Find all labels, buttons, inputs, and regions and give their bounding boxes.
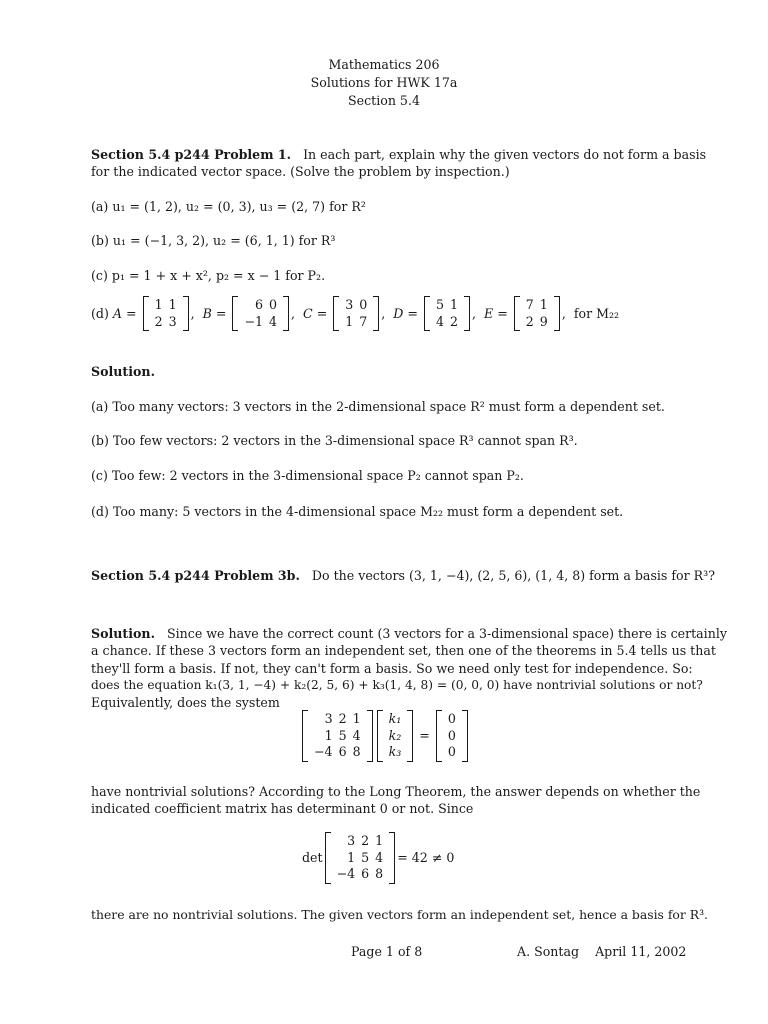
solution-1-b: (b) Too few vectors: 2 vectors in the 3-dimensional space R³ cannot span R³. xyxy=(91,433,578,448)
coefficient-matrix: 3 2 1 1 5 4 −4 6 8 xyxy=(302,710,373,762)
solution-1-d: (d) Too many: 5 vectors in the 4-dimensional space M₂₂ must form a dependent set. xyxy=(91,504,624,519)
solution-3b-line-2: a chance. If these 3 vectors form an independent set, then one of the theorems in 5.4 tells us that xyxy=(91,643,716,659)
problem-1-part-c: (c) p₁ = 1 + x + x², p₂ = x − 1 for P₂. xyxy=(91,268,326,283)
unknowns-vector: k₁ k₂ k₃ xyxy=(377,710,414,762)
problem-1-heading: Section 5.4 p244 Problem 1. xyxy=(91,147,292,162)
matrix-b: 6 0 −1 4 xyxy=(232,296,289,331)
problem-1-part-d: (d) A = 1 1 2 3 , B = 6 0 −1 4 , C = 3 0 1 7 , D = 5 1 4 2 , E = 7 1 2 9 , for M₂₂ xyxy=(91,296,681,331)
solution-3b-line-4: does the equation k₁(3, 1, −4) + k₂(2, 5, 6) + k₃(1, 4, 8) = (0, 0, 0) have nontrivial solutions or not? xyxy=(91,678,703,693)
problem-1-part-a: (a) u₁ = (1, 2), u₂ = (0, 3), u₃ = (2, 7) for R² xyxy=(91,199,366,214)
problem-1-part-b: (b) u₁ = (−1, 3, 2), u₂ = (6, 1, 1) for R³ xyxy=(91,233,336,248)
date: April 11, 2002 xyxy=(595,944,687,959)
part-d-tail: for M₂₂ xyxy=(573,305,620,321)
problem-1 xyxy=(91,146,707,181)
matrix-d: 5 1 4 2 xyxy=(424,296,470,331)
matrix-c: 3 0 1 7 xyxy=(333,296,379,331)
document-title: Solutions for HWK 17a xyxy=(310,74,458,90)
section-label: Section 5.4 xyxy=(348,92,420,108)
solution-1-heading: Solution. xyxy=(91,364,155,379)
zero-vector: 0 0 0 xyxy=(436,710,468,762)
solution-3b-heading: Solution. xyxy=(91,626,155,641)
solution-3b-line-5: Equivalently, does the system xyxy=(91,694,280,710)
determinant-equation xyxy=(302,832,454,884)
course-name: Mathematics 206 xyxy=(328,57,440,72)
problem-1-intro-1: In each part, explain why the given vectors do not form a basis xyxy=(303,147,707,162)
problem-3b xyxy=(91,567,715,584)
author: A. Sontag xyxy=(517,944,580,959)
document-header xyxy=(0,56,768,110)
solution-3b-line-1: Since we have the correct count (3 vectors for a 3-dimensional space) there is certainly xyxy=(167,626,727,641)
page-number: Page 1 of 8 xyxy=(351,944,423,959)
matrix-a: 1 1 2 3 xyxy=(143,296,189,331)
solution-3b-line-3: they'll form a basis. If not, they can't form a basis. So we need only test for independence. So: xyxy=(91,660,693,676)
problem-3b-heading: Section 5.4 p244 Problem 3b. xyxy=(91,568,300,583)
det-result: = 42 ≠ 0 xyxy=(397,850,455,866)
problem-1-intro-2: for the indicated vector space. (Solve the problem by inspection.) xyxy=(91,164,510,180)
problem-3b-question: Do the vectors (3, 1, −4), (2, 5, 6), (1, 4, 8) form a basis for R³? xyxy=(311,568,715,583)
system-equation: 3 2 1 1 5 4 −4 6 8 k₁ k₂ k₃ = 0 0 0 xyxy=(300,710,470,762)
determinant-matrix: 3 2 1 1 5 4 −4 6 8 xyxy=(325,832,396,884)
solution-3b-line-6: have nontrivial solutions? According to the Long Theorem, the answer depends on whether the xyxy=(91,784,701,799)
solution-3b xyxy=(91,625,727,711)
solution-3b-line-8: there are no nontrivial solutions. The given vectors form an independent set, hence a basis for R³. xyxy=(91,907,708,922)
det-label: det xyxy=(302,850,323,866)
solution-1-a: (a) Too many vectors: 3 vectors in the 2-dimensional space R² must form a dependent set. xyxy=(91,399,665,414)
solution-1-c: (c) Too few: 2 vectors in the 3-dimensional space P₂ cannot span P₂. xyxy=(91,468,524,483)
solution-3b-middle xyxy=(91,783,701,818)
part-d-label: (d) xyxy=(91,305,109,321)
solution-3b-line-7: indicated coefficient matrix has determinant 0 or not. Since xyxy=(91,801,474,817)
author-date xyxy=(517,943,686,960)
matrix-e: 7 1 2 9 xyxy=(514,296,560,331)
